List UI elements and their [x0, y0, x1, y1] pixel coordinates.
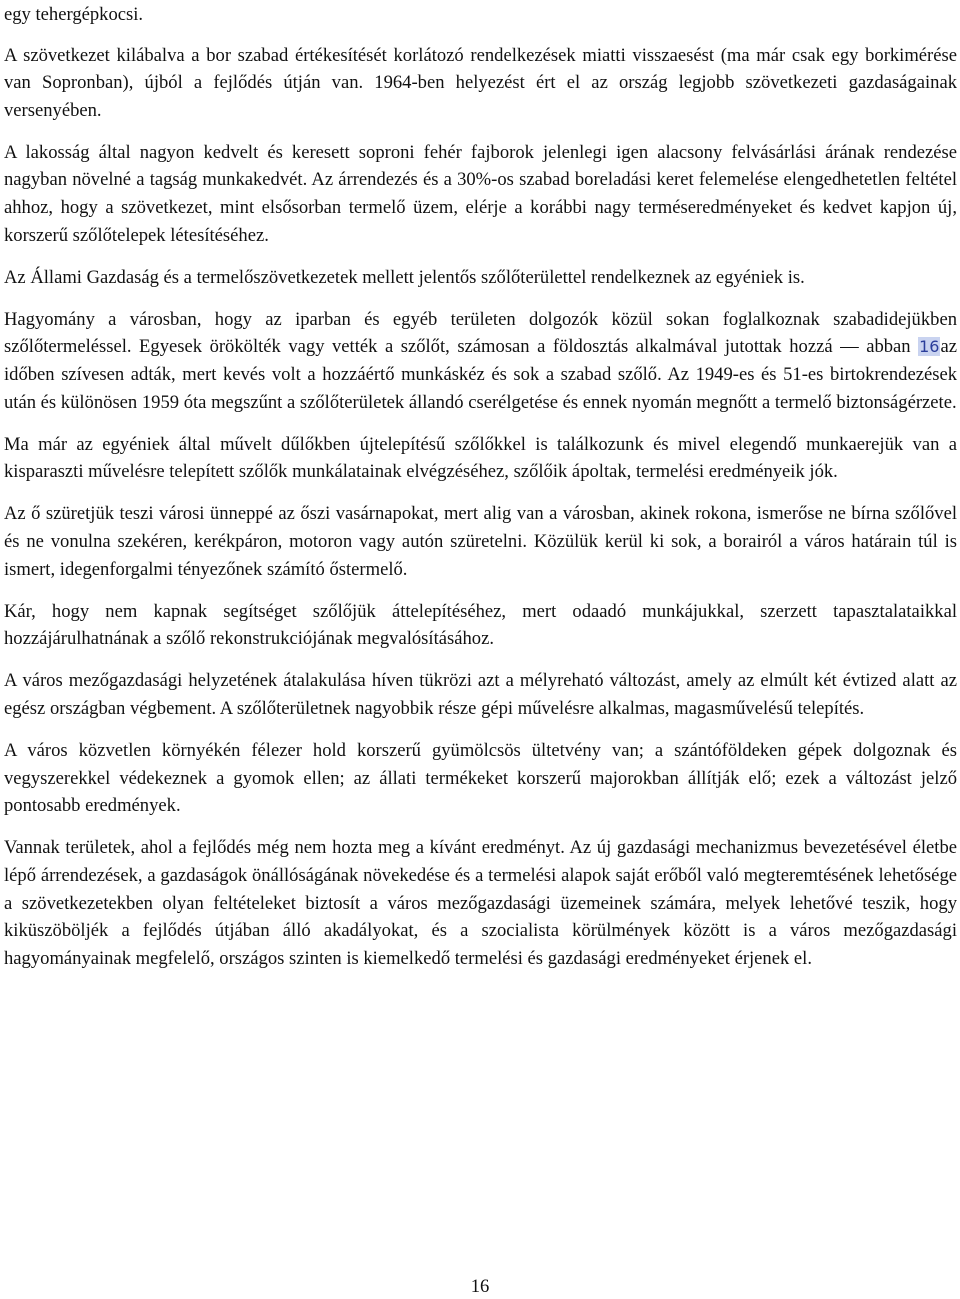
paragraph-individual-vineyards: Ma már az egyéniek által művelt dűlőkben újtelepítésű szőlőkkel is találkozunk és mivel elegendő munkaerejük van a kisparaszti művelésre telepített szőlők munkálatainak elvégzéséhez, szőlőik ápoltak, termelési eredményeik jók. [4, 433, 957, 483]
paragraph-tradition-text-after: az időben szívesen adták, mert kevés volt a hozzáértő munkáskéz és sok a szabad szőlő. Az 1949-es és 51-es birtokrendezések után és különösen 1959 óta megszűnt a szőlőterületek állandó cserélgetése és ennek nyomán megnőtt a termelő biztonságérzete. [4, 336, 957, 413]
paragraph-tradition [4, 306, 957, 416]
paragraph-new-mechanism: Vannak területek, ahol a fejlődés még nem hozta meg a kívánt eredményt. Az új gazdasági mechanizmus bevezetésével életbe lépő árrendezések, a gazdaságok önállóságának növekedése és a termelési alapok saját erőből való megteremtésének lehetősége a szövetkezetekben olyan feltételeket biztosít a város mezőgazdasági üzemeinek számára, melyek lehetővé teszik, hogy kiküszöböljék a fejlődés útjában álló akadályokat, és a szocialista körülmények között is a város mezőgazdasági hagyományainak megfelelő, országos szinten is kiemelkedő termelési és gazdasági eredményeket érjenek el. [4, 837, 957, 969]
page-marker-highlight: 16 [919, 337, 940, 357]
paragraph-continuation: egy tehergépkocsi. [4, 4, 144, 25]
document-page [4, 0, 957, 987]
paragraph-wine-pricing: A lakosság által nagyon kedvelt és keresett soproni fehér fajborok jelenlegi igen alacsony felvásárlási árának rendezése nagyban növelné a tagság munkakedvét. Az árrendezés és a 30%-os szabad boreladási keret felemelése elengedhetetlen feltétel ahhoz, hogy a szövetkezet, mint elsősorban termelő üzem, elérje a korábbi nagy terméseredményeket és kedvet kapjon új, korszerű szőlőtelepek létesítéséhez. [4, 141, 957, 246]
paragraph-orchards: A város közvetlen környékén félezer hold korszerű gyümölcsös ültetvény van; a szántóföldeken gépek dolgoznak és vegyszerekkel védekeznek a gyomok ellen; az állati termékeket korszerű majorokban állítják elő; ezek a változást jelző pontosabb eredmények. [4, 740, 957, 817]
paragraph-tradition-text-before: Hagyomány a városban, hogy az iparban és egyéb területen dolgozók közül sokan foglalkoznak szabadidejükben szőlőtermeléssel. Egyesek örökölték vagy vették a szőlőt, számosan a földosztás alkalmával jutottak hozzá — abban [4, 308, 957, 358]
paragraph-harvest: Az ő szüretjük teszi városi ünneppé az őszi vasárnapokat, mert alig van a városban, akinek rokona, ismerőse ne bírna szőlővel és ne vonulna szekéren, kerékpáron, motoron vagy autón szüretelni. Közülük kerül ki sok, a borairól a város határain túl is ismert, idegenforgalmi tényezőnek számító őstermelő. [4, 503, 957, 580]
paragraph-cooperative-recovery: A szövetkezet kilábalva a bor szabad értékesítését korlátozó rendelkezések miatti visszaesést (ma már csak egy borkimérése van Sopronban), újból a fejlődés útján van. 1964-ben helyezést ért el az ország legjobb szövetkezeti gazdaságainak versenyében. [4, 44, 957, 121]
paragraph-state-farm: Az Állami Gazdaság és a termelőszövetkezetek mellett jelentős szőlőterülettel rendelkeznek az egyéniek is. [4, 266, 805, 288]
paragraph-replanting: Kár, hogy nem kapnak segítséget szőlőjük áttelepítéséhez, mert odaadó munkájukkal, szerzett tapasztalataikkal hozzájárulhatnának a szőlő rekonstrukciójának megvalósításához. [4, 600, 957, 650]
page-number: 16 [470, 1276, 490, 1297]
paragraph-agricultural-change: A város mezőgazdasági helyzetének átalakulása híven tükrözi azt a mélyreható változást, amely az elmúlt két évtized alatt az egész országban végbement. A szőlőterületnek nagyobbik része gépi művelésre alkalmas, magasművelésű telepítés. [4, 670, 957, 719]
